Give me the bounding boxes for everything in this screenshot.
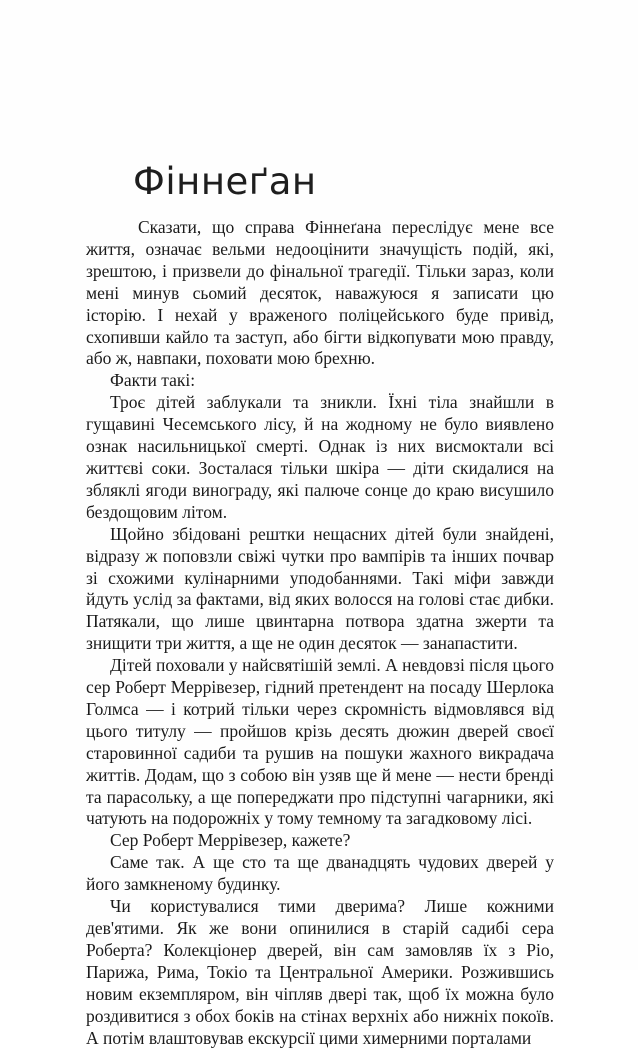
paragraph: Сказати, що справа Фіннеґана переслідує мене все життя, означає вельми недооцінити значущість подій, які, зрештою, і призвели до фінальної трагедії. Тільки зараз, коли мені минув сьомий десяток, наважуюся я записати цю історію. І нехай у враженого поліцейського буде привід, схопивши кайло та заступ, або бігти відкопувати мою правду, або ж, навпаки, поховати мою брехню. bbox=[86, 217, 554, 369]
paragraph: Троє дітей заблукали та зникли. Їхні тіла знайшли в гущавині Чесемського лісу, й на жодному не було виявлено ознак насильницької смерті. Однак із них висмоктали всі життєві соки. Зосталася тільки шкіра — діти скидалися на збляклі ягоди винограду, які палюче сонце до краю висушило бездощовим літом. bbox=[86, 392, 554, 522]
chapter-text bbox=[86, 217, 554, 1049]
paragraph: Саме так. А ще сто та ще дванадцять чудових дверей у його замкненому будинку. bbox=[86, 852, 554, 895]
paragraph: Факти такі: bbox=[110, 370, 196, 391]
paragraph: Чи користувалися тими дверима? Лише кожними дев'ятими. Як же вони опинилися в старій садибі сера Роберта? Колекціонер дверей, він сам замовляв їх з Ріо, Парижа, Рима, Токіо та Центральної Америки. Розжившись новим екземпляром, він чіпляв двері так, щоб їх можна було роздивитися з обох боків на стінах верхніх або нижніх покоїв. А потім влаштовував екскурсії цими химерними порталами bbox=[86, 896, 554, 1048]
paragraph: Щойно збідовані рештки нещасних дітей були знайдені, відразу ж поповзли свіжі чутки про вампірів та інших почвар зі схожими кулінарними уподобаннями. Такі міфи завжди йдуть услід за фактами, від яких волосся на голові стає дибки. Патякали, що лише цвинтарна потвора здатна зжерти та знищити три життя, а ще не один десяток — занапастити. bbox=[86, 523, 554, 654]
paragraph: Сер Роберт Меррівезер, кажете? bbox=[110, 830, 351, 851]
chapter-title: Фіннеґан bbox=[133, 160, 317, 203]
paragraph: Дітей поховали у найсвятішій землі. А невдовзі після цього сер Роберт Меррівезер, гідний претендент на посаду Шерлока Голмса — і котрий тільки через скромність відмовлявся від цього титулу — пройшов крізь десять дюжин дверей своєї старовинної садиби та рушив на пошуки жахного викрадача життів. Додам, що з собою він узяв ще й мене — нести бренді та парасольку, а ще попереджати про підступні чагарники, які чатують на подорожніх у тому темному та загадковому лісі. bbox=[86, 655, 554, 829]
